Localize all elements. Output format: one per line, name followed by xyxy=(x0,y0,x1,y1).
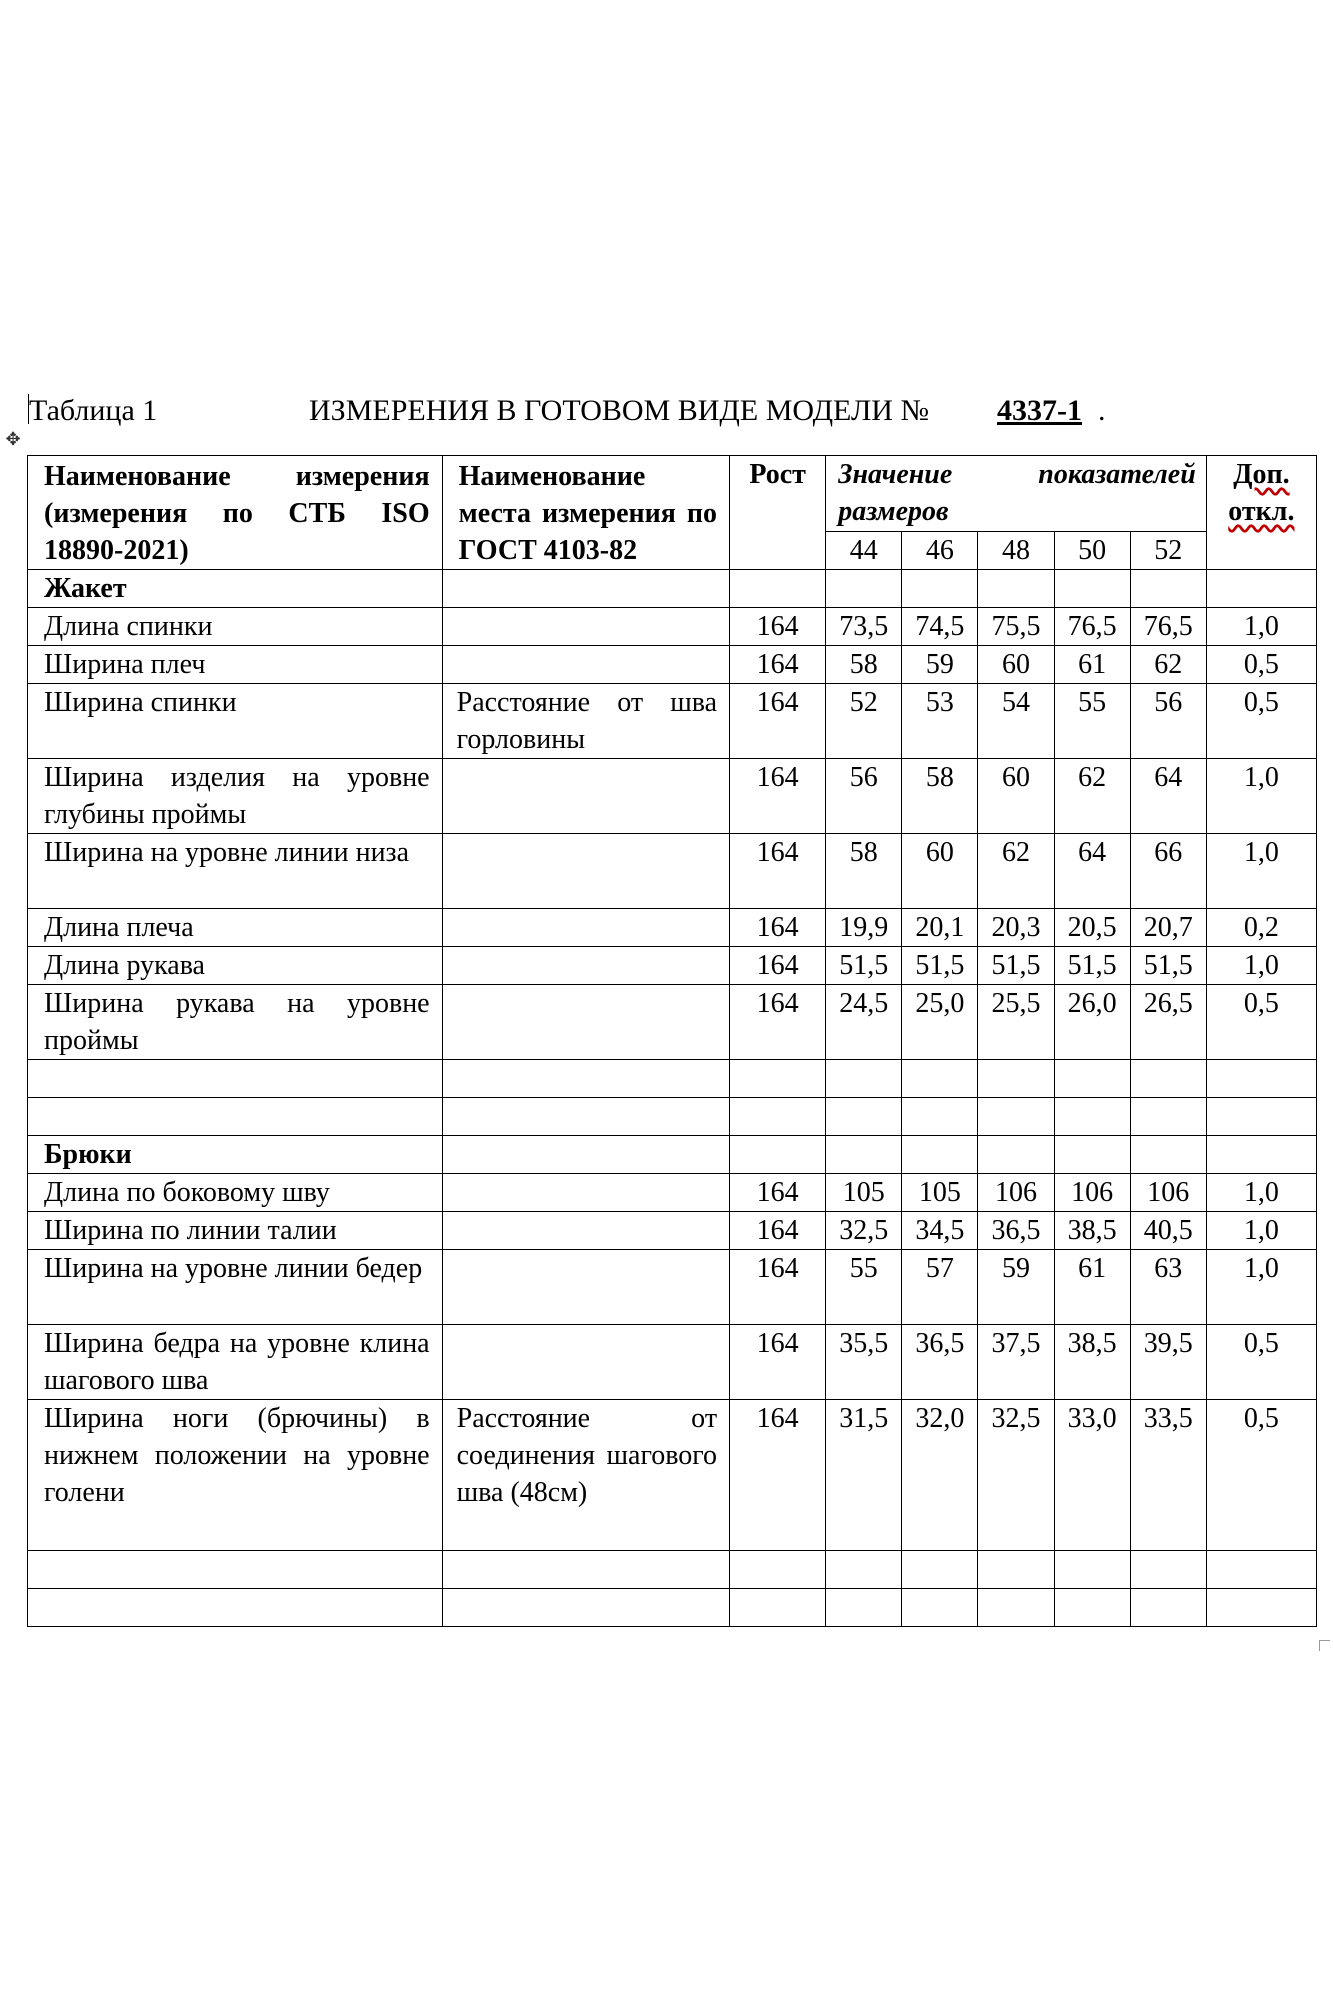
empty-cell xyxy=(1130,1136,1206,1174)
empty-cell xyxy=(442,1589,729,1627)
tolerance-cell: 0,2 xyxy=(1206,909,1316,947)
size-value-44: 19,9 xyxy=(826,909,902,947)
size-value-46: 60 xyxy=(902,834,978,909)
empty-cell xyxy=(1130,1551,1206,1589)
empty-cell xyxy=(28,1589,443,1627)
empty-cell xyxy=(730,1551,826,1589)
measurement-name: Ширина бедра на уровне клина шагового шва xyxy=(28,1325,443,1400)
empty-cell xyxy=(902,1098,978,1136)
empty-cell xyxy=(1130,1060,1206,1098)
size-value-46: 51,5 xyxy=(902,947,978,985)
measurement-place xyxy=(442,1212,729,1250)
table-caption xyxy=(27,392,1307,432)
table-row xyxy=(28,985,1317,1060)
empty-cell xyxy=(1206,1136,1316,1174)
section-row xyxy=(28,570,1317,608)
size-value-50: 20,5 xyxy=(1054,909,1130,947)
empty-cell xyxy=(442,1098,729,1136)
size-value-48: 54 xyxy=(978,684,1054,759)
size-value-50: 62 xyxy=(1054,759,1130,834)
table-number: Таблица 1 xyxy=(29,394,158,427)
empty-cell xyxy=(1206,570,1316,608)
empty-cell xyxy=(826,1589,902,1627)
size-value-48: 20,3 xyxy=(978,909,1054,947)
empty-cell xyxy=(978,1136,1054,1174)
empty-cell xyxy=(1206,1551,1316,1589)
table-row xyxy=(28,608,1317,646)
measurement-name: Ширина изделия на уровне глубины проймы xyxy=(28,759,443,834)
empty-cell xyxy=(1206,1060,1316,1098)
size-value-52: 66 xyxy=(1130,834,1206,909)
size-44: 44 xyxy=(826,532,902,570)
tolerance-cell: 1,0 xyxy=(1206,759,1316,834)
height-cell: 164 xyxy=(730,1250,826,1325)
size-value-46: 57 xyxy=(902,1250,978,1325)
size-value-50: 51,5 xyxy=(1054,947,1130,985)
header-values: Значение показателей размеров xyxy=(826,456,1207,532)
size-value-48: 37,5 xyxy=(978,1325,1054,1400)
empty-row xyxy=(28,1098,1317,1136)
empty-cell xyxy=(1054,1551,1130,1589)
empty-row xyxy=(28,1551,1317,1589)
height-cell: 164 xyxy=(730,1174,826,1212)
measurement-name: Длина по боковому шву xyxy=(28,1174,443,1212)
measurement-name: Ширина на уровне линии бедер xyxy=(28,1250,443,1325)
size-value-50: 38,5 xyxy=(1054,1325,1130,1400)
size-value-46: 105 xyxy=(902,1174,978,1212)
size-value-46: 25,0 xyxy=(902,985,978,1060)
measurement-place xyxy=(442,1325,729,1400)
empty-cell xyxy=(902,570,978,608)
size-value-50: 64 xyxy=(1054,834,1130,909)
size-value-46: 74,5 xyxy=(902,608,978,646)
size-value-50: 55 xyxy=(1054,684,1130,759)
header-place: Наименование места измерения по ГОСТ 4103-82 xyxy=(442,456,729,570)
table-row xyxy=(28,759,1317,834)
size-value-48: 59 xyxy=(978,1250,1054,1325)
measurement-name: Длина рукава xyxy=(28,947,443,985)
size-value-44: 58 xyxy=(826,834,902,909)
size-value-50: 33,0 xyxy=(1054,1400,1130,1551)
size-value-44: 73,5 xyxy=(826,608,902,646)
size-value-52: 40,5 xyxy=(1130,1212,1206,1250)
size-50: 50 xyxy=(1054,532,1130,570)
tolerance-cell: 1,0 xyxy=(1206,1250,1316,1325)
tolerance-cell: 1,0 xyxy=(1206,608,1316,646)
size-value-48: 62 xyxy=(978,834,1054,909)
measurement-place xyxy=(442,985,729,1060)
empty-cell xyxy=(730,570,826,608)
empty-cell xyxy=(826,1098,902,1136)
size-value-44: 35,5 xyxy=(826,1325,902,1400)
empty-cell xyxy=(442,1060,729,1098)
model-number: 4337-1 xyxy=(997,394,1082,427)
size-value-46: 32,0 xyxy=(902,1400,978,1551)
size-value-44: 52 xyxy=(826,684,902,759)
height-cell: 164 xyxy=(730,684,826,759)
header-height: Рост xyxy=(730,456,826,570)
size-value-46: 58 xyxy=(902,759,978,834)
measurement-name: Длина спинки xyxy=(28,608,443,646)
measurement-place xyxy=(442,1250,729,1325)
size-value-52: 62 xyxy=(1130,646,1206,684)
size-46: 46 xyxy=(902,532,978,570)
table-row xyxy=(28,909,1317,947)
empty-cell xyxy=(902,1551,978,1589)
header-row xyxy=(28,456,1317,532)
measurement-name: Ширина плеч xyxy=(28,646,443,684)
empty-cell xyxy=(1206,1098,1316,1136)
size-52: 52 xyxy=(1130,532,1206,570)
height-cell: 164 xyxy=(730,947,826,985)
size-value-44: 56 xyxy=(826,759,902,834)
size-value-48: 75,5 xyxy=(978,608,1054,646)
size-value-46: 20,1 xyxy=(902,909,978,947)
size-value-52: 64 xyxy=(1130,759,1206,834)
empty-cell xyxy=(28,1551,443,1589)
empty-cell xyxy=(978,1098,1054,1136)
size-value-50: 106 xyxy=(1054,1174,1130,1212)
empty-cell xyxy=(1054,570,1130,608)
size-value-46: 53 xyxy=(902,684,978,759)
empty-row xyxy=(28,1589,1317,1627)
empty-cell xyxy=(826,1136,902,1174)
empty-row xyxy=(28,1060,1317,1098)
size-value-44: 51,5 xyxy=(826,947,902,985)
measurement-name: Ширина спинки xyxy=(28,684,443,759)
empty-cell xyxy=(826,1060,902,1098)
height-cell: 164 xyxy=(730,608,826,646)
empty-cell xyxy=(1130,570,1206,608)
table-row xyxy=(28,1325,1317,1400)
size-value-52: 63 xyxy=(1130,1250,1206,1325)
empty-cell xyxy=(442,1136,729,1174)
tolerance-cell: 1,0 xyxy=(1206,834,1316,909)
size-value-44: 105 xyxy=(826,1174,902,1212)
size-value-52: 106 xyxy=(1130,1174,1206,1212)
size-value-52: 39,5 xyxy=(1130,1325,1206,1400)
empty-cell xyxy=(826,1551,902,1589)
tolerance-cell: 1,0 xyxy=(1206,947,1316,985)
size-value-48: 51,5 xyxy=(978,947,1054,985)
size-value-50: 38,5 xyxy=(1054,1212,1130,1250)
size-48: 48 xyxy=(978,532,1054,570)
empty-cell xyxy=(442,570,729,608)
tolerance-cell: 0,5 xyxy=(1206,684,1316,759)
measurement-place xyxy=(442,759,729,834)
empty-cell xyxy=(730,1589,826,1627)
measurement-place xyxy=(442,834,729,909)
empty-cell xyxy=(978,570,1054,608)
tolerance-cell: 1,0 xyxy=(1206,1212,1316,1250)
tolerance-cell: 0,5 xyxy=(1206,1325,1316,1400)
tolerance-cell: 0,5 xyxy=(1206,646,1316,684)
empty-cell xyxy=(730,1098,826,1136)
height-cell: 164 xyxy=(730,1212,826,1250)
section-title: Жакет xyxy=(28,570,443,608)
empty-cell xyxy=(902,1589,978,1627)
measurement-place: Расстояние от соединения шагового шва (48см) xyxy=(442,1400,729,1551)
height-cell: 164 xyxy=(730,909,826,947)
size-value-52: 51,5 xyxy=(1130,947,1206,985)
size-value-44: 55 xyxy=(826,1250,902,1325)
size-value-48: 25,5 xyxy=(978,985,1054,1060)
table-row xyxy=(28,1400,1317,1551)
size-value-44: 24,5 xyxy=(826,985,902,1060)
height-cell: 164 xyxy=(730,1325,826,1400)
height-cell: 164 xyxy=(730,759,826,834)
measurement-place xyxy=(442,646,729,684)
size-value-52: 33,5 xyxy=(1130,1400,1206,1551)
measurement-name: Ширина ноги (брючины) в нижнем положении на уровне голени xyxy=(28,1400,443,1551)
tolerance-cell: 1,0 xyxy=(1206,1174,1316,1212)
measurement-name: Ширина рукава на уровне проймы xyxy=(28,985,443,1060)
empty-cell xyxy=(1130,1098,1206,1136)
size-value-52: 20,7 xyxy=(1130,909,1206,947)
empty-cell xyxy=(1054,1136,1130,1174)
measurement-place: Расстояние от шва горловины xyxy=(442,684,729,759)
tolerance-cell: 0,5 xyxy=(1206,1400,1316,1551)
header-tolerance: Доп. откл. xyxy=(1206,456,1316,570)
size-value-46: 59 xyxy=(902,646,978,684)
table-row xyxy=(28,1174,1317,1212)
table-row xyxy=(28,1212,1317,1250)
size-value-50: 76,5 xyxy=(1054,608,1130,646)
height-cell: 164 xyxy=(730,646,826,684)
height-cell: 164 xyxy=(730,985,826,1060)
header-name: Наименование измерения (измерения по СТБ ISO 18890-2021) xyxy=(28,456,443,570)
empty-cell xyxy=(1054,1060,1130,1098)
table-move-handle-icon[interactable]: ✥ xyxy=(5,429,21,450)
size-value-50: 26,0 xyxy=(1054,985,1130,1060)
empty-cell xyxy=(1054,1589,1130,1627)
size-value-46: 34,5 xyxy=(902,1212,978,1250)
size-value-48: 106 xyxy=(978,1174,1054,1212)
empty-cell xyxy=(902,1060,978,1098)
empty-cell xyxy=(1130,1589,1206,1627)
size-value-50: 61 xyxy=(1054,1250,1130,1325)
size-value-52: 56 xyxy=(1130,684,1206,759)
size-value-48: 60 xyxy=(978,646,1054,684)
tolerance-cell: 0,5 xyxy=(1206,985,1316,1060)
height-cell: 164 xyxy=(730,834,826,909)
size-value-52: 76,5 xyxy=(1130,608,1206,646)
measurement-place xyxy=(442,1174,729,1212)
size-value-44: 58 xyxy=(826,646,902,684)
empty-cell xyxy=(978,1589,1054,1627)
table-row xyxy=(28,1250,1317,1325)
size-value-46: 36,5 xyxy=(902,1325,978,1400)
size-value-48: 36,5 xyxy=(978,1212,1054,1250)
empty-cell xyxy=(28,1098,443,1136)
size-value-50: 61 xyxy=(1054,646,1130,684)
empty-cell xyxy=(1054,1098,1130,1136)
page-corner-mark xyxy=(1319,1640,1330,1651)
empty-cell xyxy=(1206,1589,1316,1627)
size-value-48: 32,5 xyxy=(978,1400,1054,1551)
empty-cell xyxy=(28,1060,443,1098)
empty-cell xyxy=(826,570,902,608)
table-row xyxy=(28,834,1317,909)
size-value-52: 26,5 xyxy=(1130,985,1206,1060)
measurement-place xyxy=(442,947,729,985)
empty-cell xyxy=(730,1136,826,1174)
measurement-name: Ширина по линии талии xyxy=(28,1212,443,1250)
measurement-place xyxy=(442,909,729,947)
size-value-44: 32,5 xyxy=(826,1212,902,1250)
empty-cell xyxy=(730,1060,826,1098)
measurement-name: Ширина на уровне линии низа xyxy=(28,834,443,909)
empty-cell xyxy=(978,1060,1054,1098)
table-row xyxy=(28,947,1317,985)
size-value-44: 31,5 xyxy=(826,1400,902,1551)
caption-period: . xyxy=(1098,394,1106,427)
measurement-name: Длина плеча xyxy=(28,909,443,947)
table-title: ИЗМЕРЕНИЯ В ГОТОВОМ ВИДЕ МОДЕЛИ № xyxy=(309,394,930,427)
measurements-table xyxy=(27,455,1317,1627)
height-cell: 164 xyxy=(730,1400,826,1551)
section-title: Брюки xyxy=(28,1136,443,1174)
size-value-48: 60 xyxy=(978,759,1054,834)
empty-cell xyxy=(902,1136,978,1174)
measurement-place xyxy=(442,608,729,646)
text-cursor xyxy=(28,394,29,424)
section-row xyxy=(28,1136,1317,1174)
table-row xyxy=(28,684,1317,759)
empty-cell xyxy=(442,1551,729,1589)
empty-cell xyxy=(978,1551,1054,1589)
table-row xyxy=(28,646,1317,684)
